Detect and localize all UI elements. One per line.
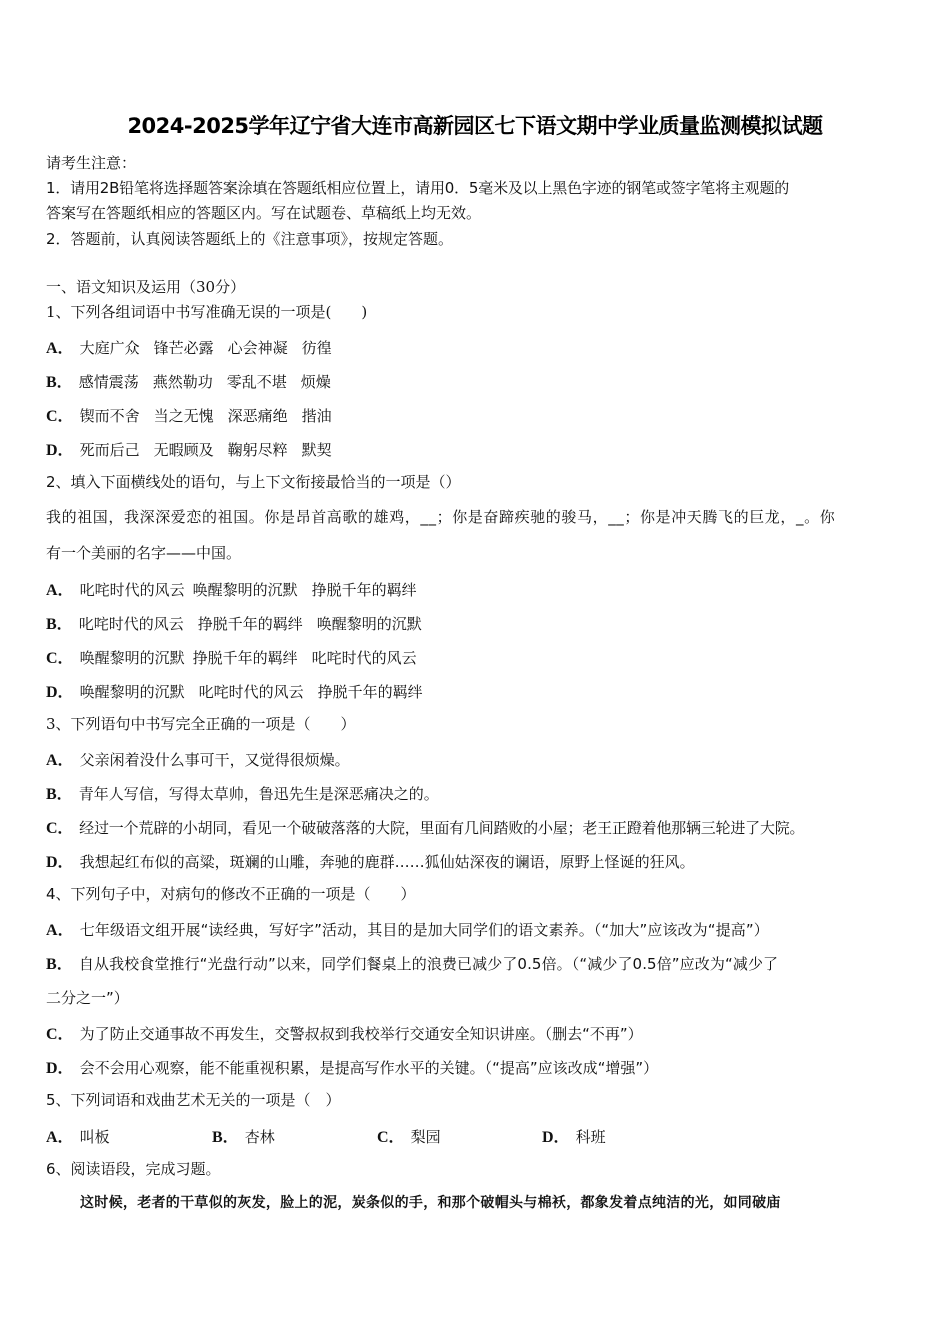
word: 深恶痛绝	[227, 407, 288, 425]
notice-item-1-line-2: 答案写在答题纸相应的答题区内。写在试题卷、草稿纸上均无效。	[46, 204, 482, 222]
option-letter: B．	[46, 956, 73, 973]
option-letter: C．	[46, 820, 74, 837]
q5-option-a	[46, 1124, 110, 1147]
option-text: 叫板	[79, 1128, 110, 1146]
phrase: 挣脱千年的羁绊	[311, 581, 417, 599]
word: 燕然勒功	[152, 373, 213, 391]
option-letter: A．	[46, 340, 74, 357]
phrase: 挣脱千年的羁绊	[192, 649, 298, 667]
option-text: 科班	[575, 1128, 606, 1146]
phrase: 叱咤时代的风云	[78, 615, 184, 633]
q6-stem: 6、阅读语段，完成习题。	[46, 1160, 221, 1178]
option-letter: C．	[46, 408, 74, 425]
q4-option-c	[46, 1021, 643, 1044]
option-text: 七年级语文组开展“读经典，写好字”活动，其目的是加大同学们的语文素养。（“加大”应该改为“提高”）	[79, 921, 769, 939]
phrase: 唤醒黎明的沉默	[316, 615, 422, 633]
option-letter: A．	[46, 1129, 74, 1146]
q3-option-c	[46, 815, 804, 838]
notice-item-1-line-1: 1．请用2B铅笔将选择题答案涂填在答题纸相应位置上，请用0．5毫米及以上黑色字迹的钢笔或签字笔将主观题的	[46, 179, 790, 197]
word: 死而后己	[79, 441, 140, 459]
option-letter: D．	[46, 854, 74, 871]
q1-option-c	[46, 403, 332, 426]
option-text: 青年人写信，写得太草帅，鲁迅先生是深恶痛决之的。	[78, 785, 439, 803]
phrase: 挣脱千年的羁绊	[197, 615, 303, 633]
option-letter: D．	[46, 442, 74, 459]
word: 锋芒必露	[153, 339, 214, 357]
option-text: 杏林	[244, 1128, 275, 1146]
q1-option-b	[46, 369, 331, 392]
q4-option-a	[46, 917, 769, 940]
q1-stem: 1、下列各组词语中书写准确无误的一项是( )	[46, 303, 368, 321]
q6-passage-line-1: 这时候，老者的干草似的灰发，脸上的泥，炭条似的手，和那个破帽头与棉袄，都象发着点纯洁的光，如同破庙	[80, 1195, 781, 1211]
phrase: 叱咤时代的风云	[311, 649, 417, 667]
q1-option-d	[46, 437, 332, 460]
q4-option-d	[46, 1055, 658, 1078]
q5-option-b	[212, 1124, 275, 1147]
option-text: 我想起红布似的高粱，斑斓的山雕，奔驰的鹿群……狐仙姑深夜的谰语，原野上怪诞的狂风。	[79, 853, 695, 871]
q2-passage-line-2: 有一个美丽的名字——中国。	[46, 544, 242, 562]
option-letter: A．	[46, 922, 74, 939]
phrase: 叱咤时代的风云	[79, 581, 185, 599]
word: 无暇顾及	[153, 441, 214, 459]
q4-option-b-continued: 二分之一”）	[46, 989, 129, 1007]
option-letter: C．	[46, 1026, 74, 1043]
q3-option-b	[46, 781, 439, 804]
q4-option-b	[46, 951, 778, 974]
q2-stem: 2、填入下面横线处的语句，与上下文衔接最恰当的一项是（）	[46, 473, 461, 491]
option-text: 会不会用心观察，能不能重视积累，是提高写作水平的关键。（“提高”应该改成“增强”）	[79, 1059, 659, 1077]
option-text: 自从我校食堂推行“光盘行动”以来，同学们餐桌上的浪费已减少了0.5倍。（“减少了0.5倍”应改为“减少了	[78, 955, 779, 973]
q5-option-d	[542, 1124, 606, 1147]
word: 心会神凝	[227, 339, 288, 357]
notice-heading: 请考生注意：	[46, 154, 137, 172]
word: 彷徨	[301, 339, 332, 357]
option-text: 父亲闲着没什么事可干，又觉得很烦燥。	[79, 751, 350, 769]
q2-passage-line-1: 我的祖国，我深深爱恋的祖国。你是昂首高歌的雄鸡，__；你是奋蹄疾驰的骏马，__；你是冲天腾飞的巨龙，_。你	[46, 508, 836, 526]
section-1-heading: 一、语文知识及运用（30分）	[46, 278, 246, 296]
q2-option-a	[46, 577, 417, 600]
q3-stem: 3、下列语句中书写完全正确的一项是（ ）	[46, 715, 356, 733]
word: 默契	[301, 441, 332, 459]
word: 当之无愧	[153, 407, 214, 425]
q3-option-a	[46, 747, 350, 770]
q2-option-c	[46, 645, 417, 668]
option-letter: A．	[46, 752, 74, 769]
phrase: 唤醒黎明的沉默	[79, 683, 185, 701]
option-letter: C．	[46, 650, 74, 667]
q3-option-d	[46, 849, 695, 872]
option-letter: B．	[46, 616, 73, 633]
word: 烦燥	[300, 373, 331, 391]
word: 感情震荡	[78, 373, 139, 391]
word: 零乱不堪	[226, 373, 287, 391]
option-letter: D．	[542, 1129, 570, 1146]
q5-option-c	[377, 1124, 441, 1147]
option-letter: A．	[46, 582, 74, 599]
phrase: 唤醒黎明的沉默	[192, 581, 298, 599]
phrase: 叱咤时代的风云	[198, 683, 304, 701]
q5-stem: 5、下列词语和戏曲艺术无关的一项是（ ）	[46, 1091, 341, 1109]
option-letter: B．	[46, 786, 73, 803]
phrase: 挣脱千年的羁绊	[317, 683, 423, 701]
phrase: 唤醒黎明的沉默	[79, 649, 185, 667]
option-text: 为了防止交通事故不再发生，交警叔叔到我校举行交通安全知识讲座。（删去“不再”）	[79, 1025, 643, 1043]
option-text: 经过一个荒辟的小胡同，看见一个破破落落的大院，里面有几间踏败的小屋；老王正蹬着他那辆三轮进了大院。	[79, 819, 805, 837]
exam-title: 2024-2025学年辽宁省大连市高新园区七下语文期中学业质量监测模拟试题	[127, 114, 823, 138]
option-letter: D．	[46, 684, 74, 701]
option-text: 梨园	[410, 1128, 441, 1146]
option-letter: B．	[46, 374, 73, 391]
q2-option-b	[46, 611, 422, 634]
word: 大庭广众	[79, 339, 140, 357]
q4-stem: 4、下列句子中，对病句的修改不正确的一项是（ ）	[46, 885, 416, 903]
q1-option-a	[46, 335, 332, 358]
word: 揩油	[301, 407, 332, 425]
word: 锲而不舍	[79, 407, 140, 425]
q2-option-d	[46, 679, 423, 702]
option-letter: D．	[46, 1060, 74, 1077]
word: 鞠躬尽粹	[227, 441, 288, 459]
option-letter: C．	[377, 1129, 405, 1146]
notice-item-2: 2．答题前，认真阅读答题纸上的《注意事项》，按规定答题。	[46, 230, 454, 248]
option-letter: B．	[212, 1129, 239, 1146]
